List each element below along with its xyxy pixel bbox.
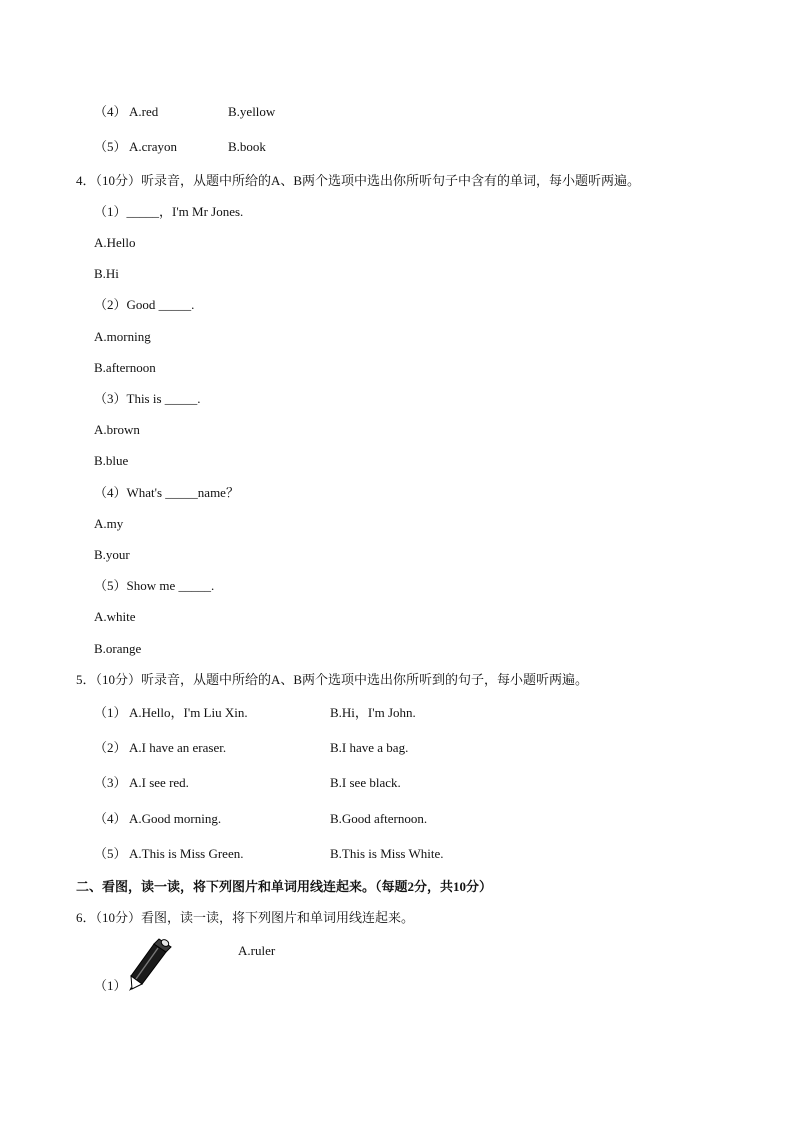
q4-item-1-option-b: B.Hi [94, 266, 119, 281]
q6-word-a: A.ruler [238, 943, 276, 958]
q5-item-1-option-a: A.Hello，I'm Liu Xin. [129, 705, 248, 720]
q5-item-5-option-b: B.This is Miss White. [330, 846, 444, 861]
q4-item-5-option-a: A.white [94, 609, 136, 624]
q5-item-2-option-a: A.I have an eraser. [129, 740, 227, 755]
q4-item-5-option-b: B.orange [94, 641, 142, 656]
q4-item-2-option-b: B.afternoon [94, 360, 156, 375]
q3-item-4-option-b: B.yellow [228, 104, 276, 119]
q4-item-3-option-a: A.brown [94, 422, 140, 437]
q5-item-2-option-b: B.I have a bag. [330, 740, 409, 755]
q5-item-3-num: （3） [94, 775, 127, 790]
q3-item-4-option-a: A.red [129, 104, 159, 119]
q5-item-5-num: （5） [94, 846, 127, 861]
q4-item-1-prompt: （1）_____，I'm Mr Jones. [94, 204, 244, 219]
q4-item-1-option-a: A.Hello [94, 235, 136, 250]
q4-item-5-prompt: （5）Show me _____. [94, 578, 215, 593]
section-2-title: 二、看图，读一读，将下列图片和单词用线连起来。（每题2分，共10分） [76, 879, 493, 894]
q4-item-3-option-b: B.blue [94, 453, 129, 468]
q4-item-2-option-a: A.morning [94, 329, 151, 344]
q4-item-3-prompt: （3）This is _____. [94, 391, 201, 406]
q5-item-3-option-a: A.I see red. [129, 775, 189, 790]
q4-item-4-option-b: B.your [94, 547, 130, 562]
q6-header: 6．（10分）看图，读一读，将下列图片和单词用线连起来。 [76, 910, 415, 925]
q3-item-5-option-b: B.book [228, 139, 266, 154]
q6-item-1-num: （1） [94, 978, 127, 993]
pencil-icon [128, 938, 174, 992]
q4-item-4-option-a: A.my [94, 516, 124, 531]
q4-item-2-prompt: （2）Good _____. [94, 297, 195, 312]
q5-item-1-num: （1） [94, 705, 127, 720]
q5-header: 5．（10分）听录音，从题中所给的A、B两个选项中选出你所听到的句子，每小题听两遍。 [76, 672, 589, 687]
q5-item-4-option-b: B.Good afternoon. [330, 811, 428, 826]
q5-item-2-num: （2） [94, 740, 127, 755]
q4-header: 4．（10分）听录音，从题中所给的A、B两个选项中选出你所听句子中含有的单词，每小题听两遍。 [76, 173, 641, 188]
q5-item-5-option-a: A.This is Miss Green. [129, 846, 244, 861]
q5-item-1-option-b: B.Hi，I'm John. [330, 705, 416, 720]
q3-item-5-num: （5） [94, 139, 127, 154]
q3-item-5-option-a: A.crayon [129, 139, 178, 154]
q5-item-3-option-b: B.I see black. [330, 775, 401, 790]
q5-item-4-num: （4） [94, 811, 127, 826]
q4-item-4-prompt: （4）What's _____name？ [94, 485, 239, 500]
q5-item-4-option-a: A.Good morning. [129, 811, 222, 826]
q3-item-4-num: （4） [94, 104, 127, 119]
